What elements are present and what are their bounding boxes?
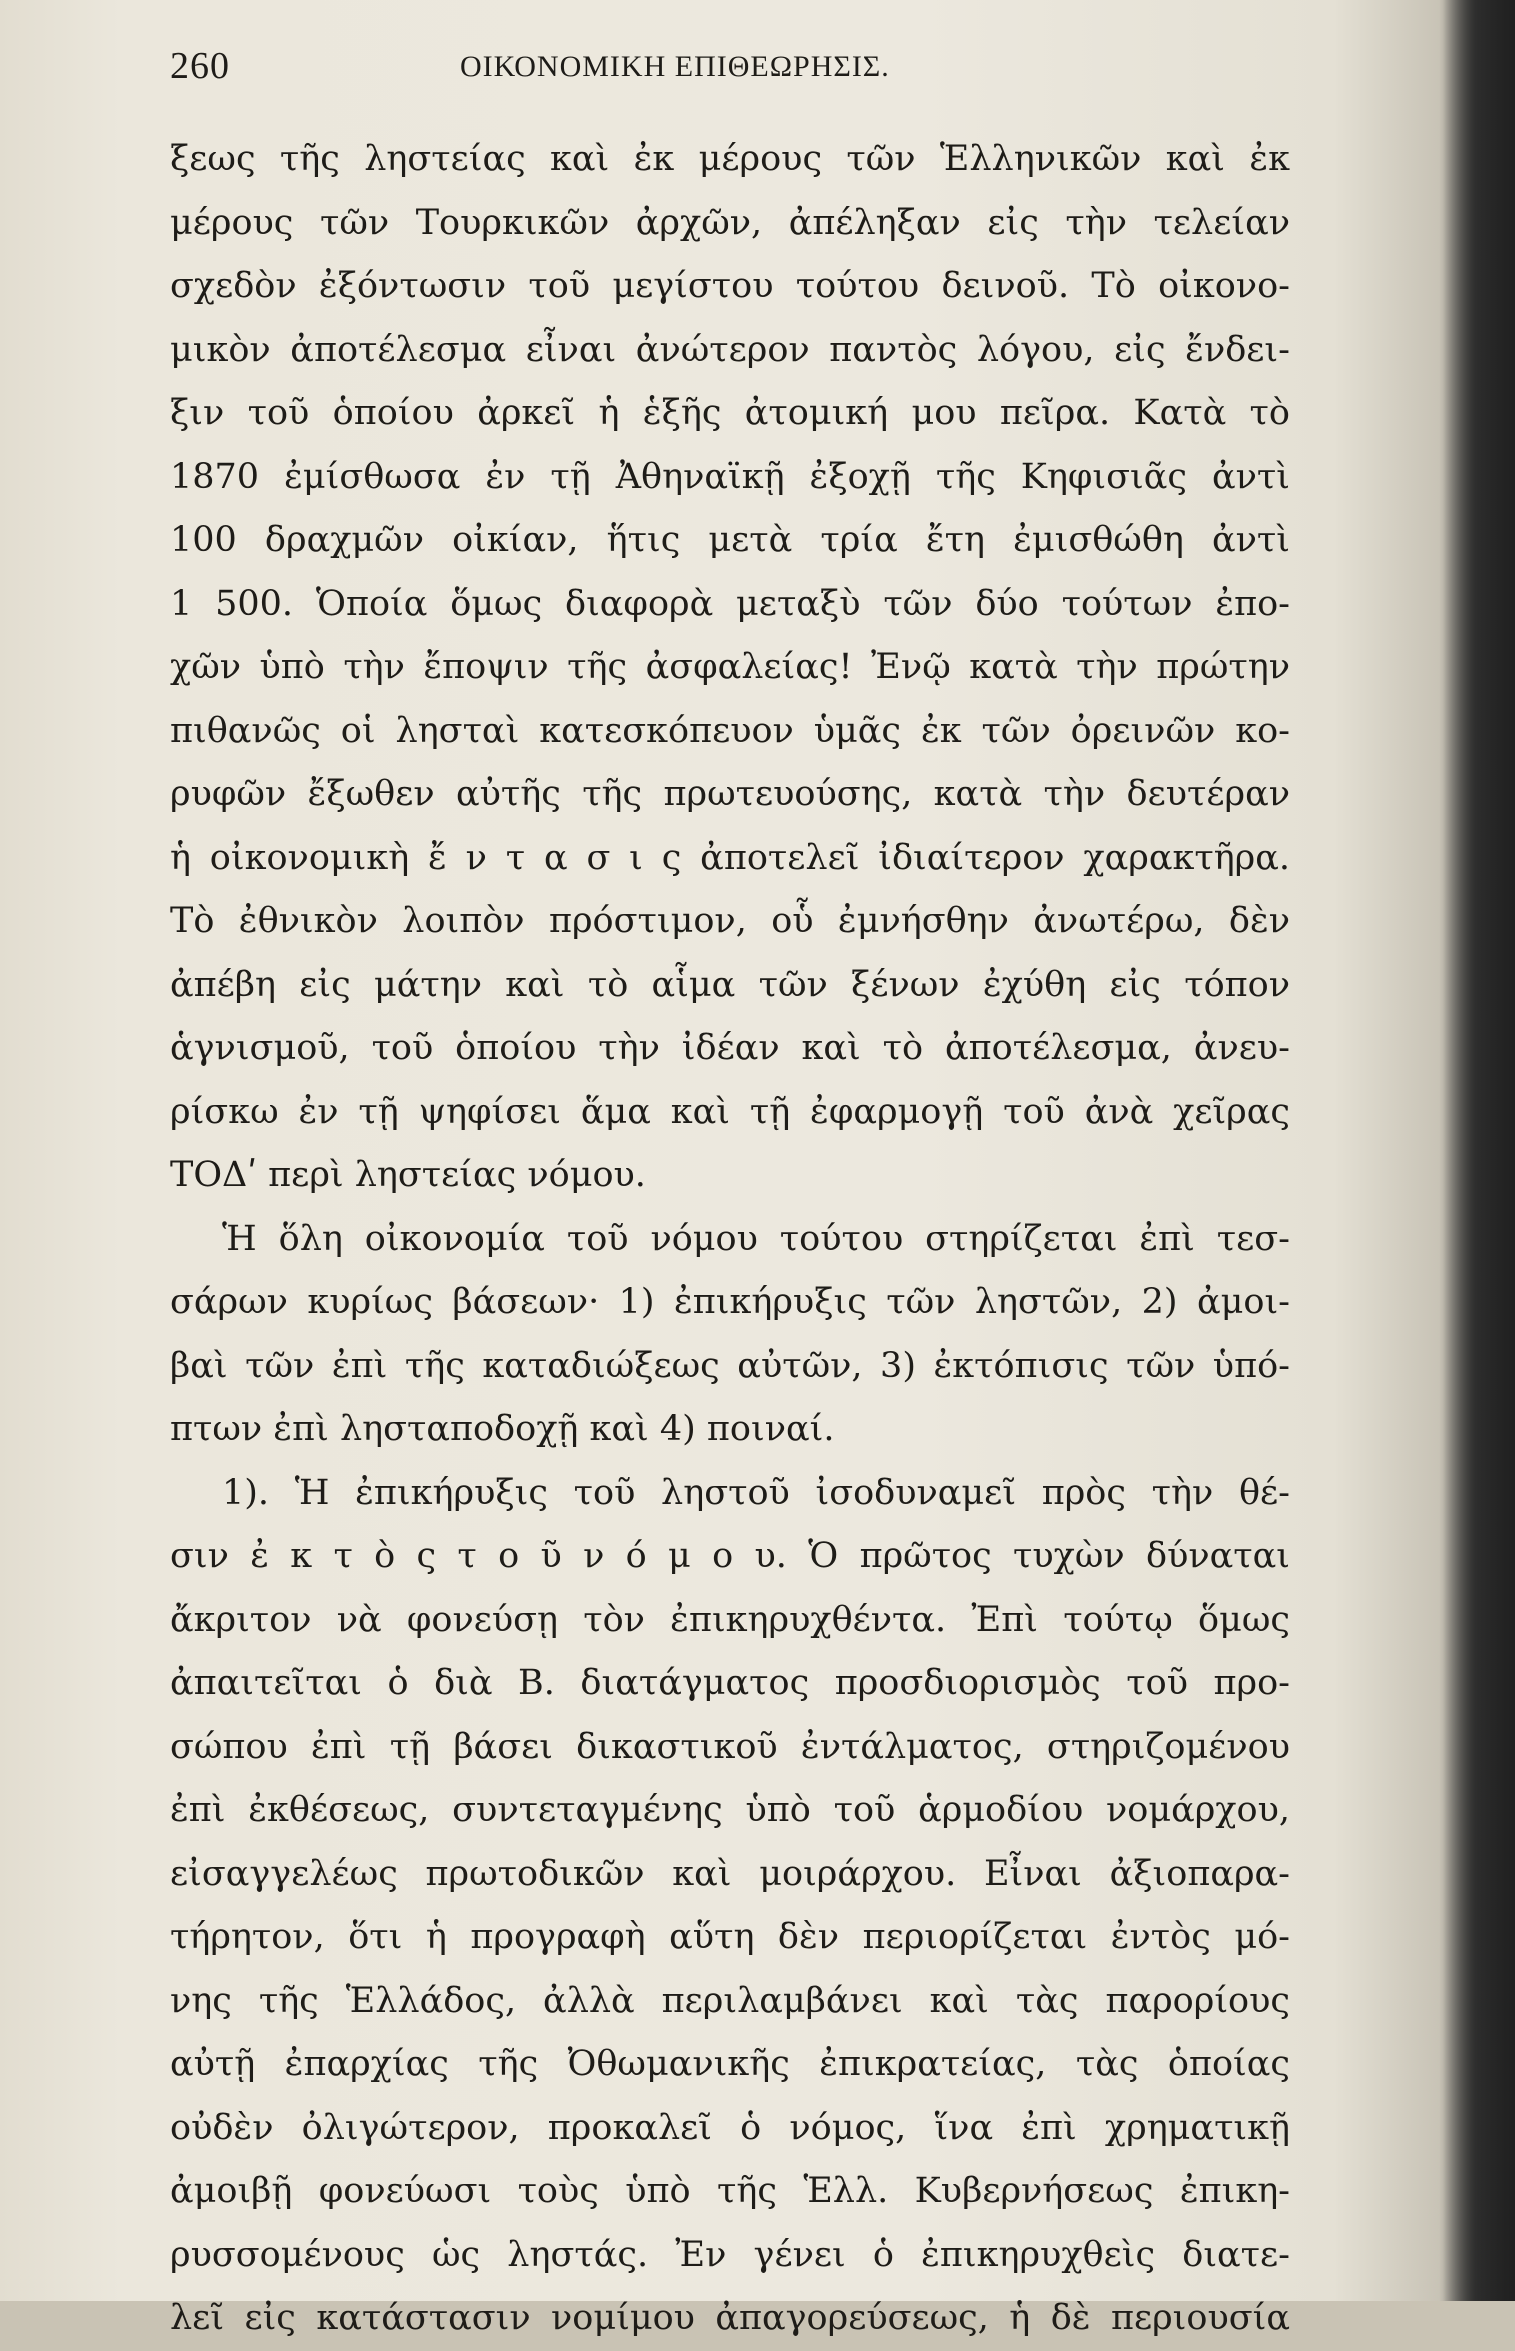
text-line: ἐπὶ ἐκθέσεως, συντεταγμένης ὑπὸ τοῦ ἁρμοδίου νομάρχου,	[170, 1790, 1290, 1830]
text-line: νης τῆς Ἑλλάδος, ἀλλὰ περιλαμβάνει καὶ τὰς παρορίους	[170, 1980, 1290, 2021]
text-line: εἰσαγγελέως πρωτοδικῶν καὶ μοιράρχου. Εἶναι ἀξιοπαρα-	[170, 1853, 1290, 1894]
text-line: Ἡ ὅλη οἰκονομία τοῦ νόμου τούτου στηρίζεται ἐπὶ τεσ-	[222, 1218, 1290, 1259]
text-line: μέρους τῶν Τουρκικῶν ἀρχῶν, ἀπέληξαν εἰς τὴν τελείαν	[170, 202, 1290, 243]
text-line: 100 δραχμῶν οἰκίαν, ἥτις μετὰ τρία ἔτη ἐμισθώθη ἀντὶ	[170, 520, 1290, 560]
text-line: ξιν τοῦ ὁποίου ἀρκεῖ ἡ ἑξῆς ἀτομική μου πεῖρα. Κατὰ τὸ	[170, 393, 1290, 433]
text-line: οὐδὲν ὀλιγώτερον, προκαλεῖ ὁ νόμος, ἵνα ἐπὶ χρηματικῇ	[170, 2107, 1290, 2148]
text-line: ΤΟΔʹ περὶ ληστείας νόμου.	[170, 1155, 646, 1195]
text-line: ἁγνισμοῦ, τοῦ ὁποίου τὴν ἰδέαν καὶ τὸ ἀποτέλεσμα, ἀνευ-	[170, 1028, 1290, 1068]
text-line: ξεως τῆς ληστείας καὶ ἐκ μέρους τῶν Ἑλληνικῶν καὶ ἐκ	[170, 139, 1290, 179]
text-line: 1 500. Ὁποία ὅμως διαφορὰ μεταξὺ τῶν δύο τούτων ἐπο-	[170, 583, 1290, 624]
text-line: μικὸν ἀποτέλεσμα εἶναι ἀνώτερον παντὸς λόγου, εἰς ἔνδει-	[170, 329, 1290, 370]
text-line: λεῖ εἰς κατάστασιν νομίμου ἀπαγορεύσεως, ἡ δὲ περιουσία	[170, 2298, 1290, 2338]
text-line: ρυφῶν ἔξωθεν αὐτῆς τῆς πρωτευούσης, κατὰ τὴν δευτέραν	[170, 774, 1290, 814]
page-number: 260	[170, 45, 230, 87]
text-line: ἡ οἰκονομικὴ ἔ ν τ α σ ι ς ἀποτελεῖ ἰδιαίτερον χαρακτῆρα.	[170, 837, 1290, 878]
text-line: Τὸ ἐθνικὸν λοιπὸν πρόστιμον, οὗ ἐμνήσθην ἀνωτέρω, δὲν	[170, 901, 1290, 941]
text-line: αὐτῇ ἐπαρχίας τῆς Ὀθωμανικῆς ἐπικρατείας, τὰς ὁποίας	[170, 2044, 1290, 2084]
text-line: βαὶ τῶν ἐπὶ τῆς καταδιώξεως αὐτῶν, 3) ἐκτόπισις τῶν ὑπό-	[170, 1345, 1290, 1386]
binding-shadow	[1443, 0, 1515, 2301]
text-line: ρυσσομένους ὡς ληστάς. Ἐν γένει ὁ ἐπικηρυχθεὶς διατε-	[170, 2234, 1290, 2275]
text-line: πιθανῶς οἱ λησταὶ κατεσκόπευον ὑμᾶς ἐκ τῶν ὀρεινῶν κο-	[170, 710, 1290, 751]
text-line: ἀπέβη εἰς μάτην καὶ τὸ αἷμα τῶν ξένων ἐχύθη εἰς τόπον	[170, 964, 1290, 1005]
text-line: σχεδὸν ἐξόντωσιν τοῦ μεγίστου τούτου δεινοῦ. Τὸ οἰκονο-	[170, 266, 1290, 306]
text-line: χῶν ὑπὸ τὴν ἔποψιν τῆς ἀσφαλείας! Ἐνῷ κατὰ τὴν πρώτην	[170, 647, 1290, 687]
text-line: 1). Ἡ ἐπικήρυξις τοῦ ληστοῦ ἰσοδυναμεῖ πρὸς τὴν θέ-	[222, 1472, 1290, 1513]
text-line: 1870 ἐμίσθωσα ἐν τῇ Ἀθηναϊκῇ ἐξοχῇ τῆς Κηφισιᾶς ἀντὶ	[170, 456, 1290, 497]
text-line: ἄκριτον νὰ φονεύσῃ τὸν ἐπικηρυχθέντα. Ἐπὶ τούτῳ ὅμως	[170, 1599, 1290, 1640]
text-line: σιν ἐ κ τ ὸ ς τ ο ῦ ν ό μ ο υ. Ὁ πρῶτος τυχὼν δύναται	[170, 1536, 1290, 1576]
book-page	[170, 40, 1290, 2351]
text-line: ρίσκω ἐν τῇ ψηφίσει ἅμα καὶ τῇ ἐφαρμογῇ τοῦ ἀνὰ χεῖρας	[170, 1091, 1290, 1132]
text-line: ἀμοιβῇ φονεύωσι τοὺς ὑπὸ τῆς Ἑλλ. Κυβερνήσεως ἐπικη-	[170, 2171, 1290, 2211]
text-line: σώπου ἐπὶ τῇ βάσει δικαστικοῦ ἐντάλματος, στηριζομένου	[170, 1726, 1290, 1767]
body-text	[170, 128, 1290, 2351]
text-line: σάρων κυρίως βάσεων· 1) ἐπικήρυξις τῶν ληστῶν, 2) ἀμοι-	[170, 1282, 1290, 1322]
running-head	[170, 40, 1290, 110]
text-line: τήρητον, ὅτι ἡ προγραφὴ αὕτη δὲν περιορίζεται ἐντὸς μό-	[170, 1917, 1290, 1957]
text-line: πτων ἐπὶ λησταποδοχῇ καὶ 4) ποιναί.	[170, 1409, 835, 1449]
text-line: ἀπαιτεῖται ὁ διὰ Β. διατάγματος προσδιορισμὸς τοῦ προ-	[170, 1663, 1290, 1703]
running-title: ΟΙΚΟΝΟΜΙΚΗ ΕΠΙΘΕΩΡΗΣΙΣ.	[460, 50, 890, 83]
